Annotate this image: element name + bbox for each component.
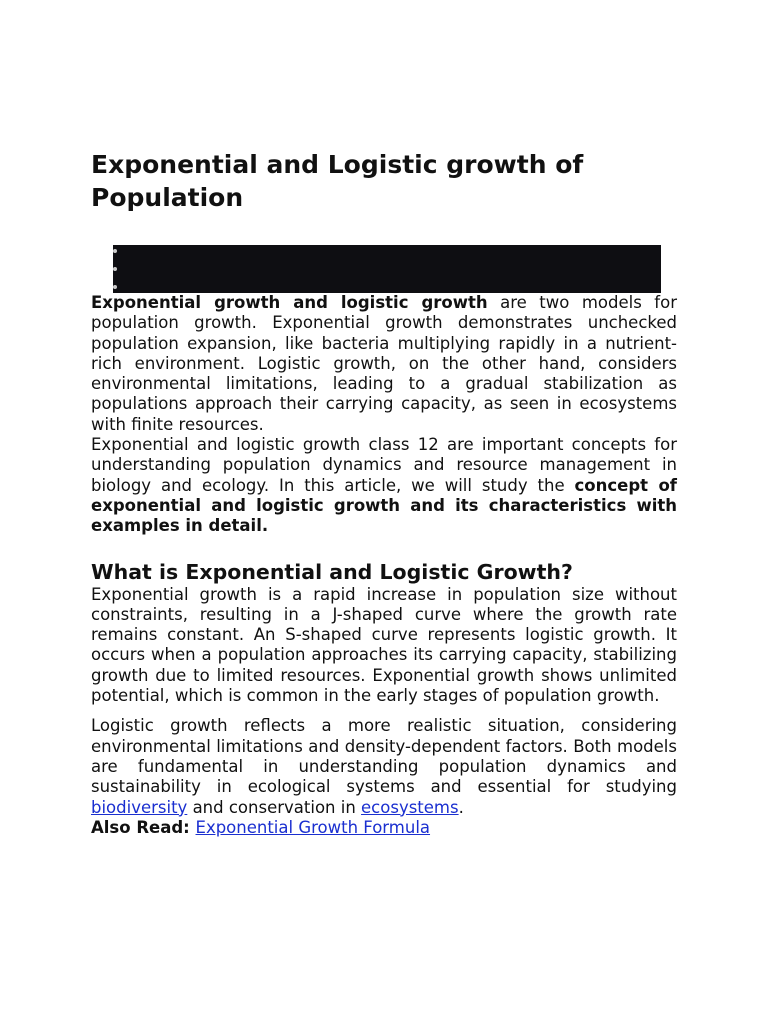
second-paragraph xyxy=(91,435,677,536)
also-read xyxy=(91,818,677,838)
ad-banner[interactable] xyxy=(113,245,661,293)
exponential-growth-formula-link[interactable]: Exponential Growth Formula xyxy=(195,817,431,837)
intro-bold-lead: Exponential growth and logistic growth xyxy=(91,293,488,312)
page-title: Exponential and Logistic growth of Population xyxy=(91,150,584,212)
section-p2-text-c: . xyxy=(458,797,464,817)
intro-text: are two models for population growth. Exponential growth demonstrates unchecked population expansion, like bacteria multiplying rapidly in a nutrient-rich environment. Logistic growth, on the other hand, considers environmental limitations, leading to a gradual stabilization as populations approach their carrying capacity, as seen in ecosystems with finite resources. xyxy=(91,293,677,434)
second-text: Exponential and logistic growth class 12 are important concepts for understanding population dynamics and resource management in biology and ecology. In this article, we will study the xyxy=(91,435,677,495)
section-heading: What is Exponential and Logistic Growth? xyxy=(91,559,573,584)
section-paragraph-2 xyxy=(91,716,677,817)
biodiversity-link[interactable]: biodiversity xyxy=(91,797,188,817)
intro-paragraph xyxy=(91,293,677,435)
bullet-icon xyxy=(113,285,117,289)
bullet-icon xyxy=(113,267,117,271)
section-p2-text-b: and conservation in xyxy=(187,797,362,817)
bullet-icon xyxy=(113,249,117,253)
section-paragraph-1: Exponential growth is a rapid increase in population size without constraints, resulting in a J-shaped curve where the growth rate remains constant. An S-shaped curve represents logistic growth. It occurs when a population approaches its carrying capacity, stabilizing growth due to limited resources. Exponential growth shows unlimited potential, which is common in the early stages of population growth. xyxy=(91,584,677,706)
second-bold-tail: concept of exponential and logistic growth and its characteristics with examples in detail. xyxy=(91,475,677,536)
also-read-label: Also Read: xyxy=(91,817,196,837)
article xyxy=(91,148,677,838)
section-p2-text-a: Logistic growth reflects a more realistic situation, considering environmental limitations and density-dependent factors. Both models are fundamental in understanding population dynamics and sustainability in ecological systems and essential for studying xyxy=(91,716,677,797)
ecosystems-link[interactable]: ecosystems xyxy=(361,797,459,817)
